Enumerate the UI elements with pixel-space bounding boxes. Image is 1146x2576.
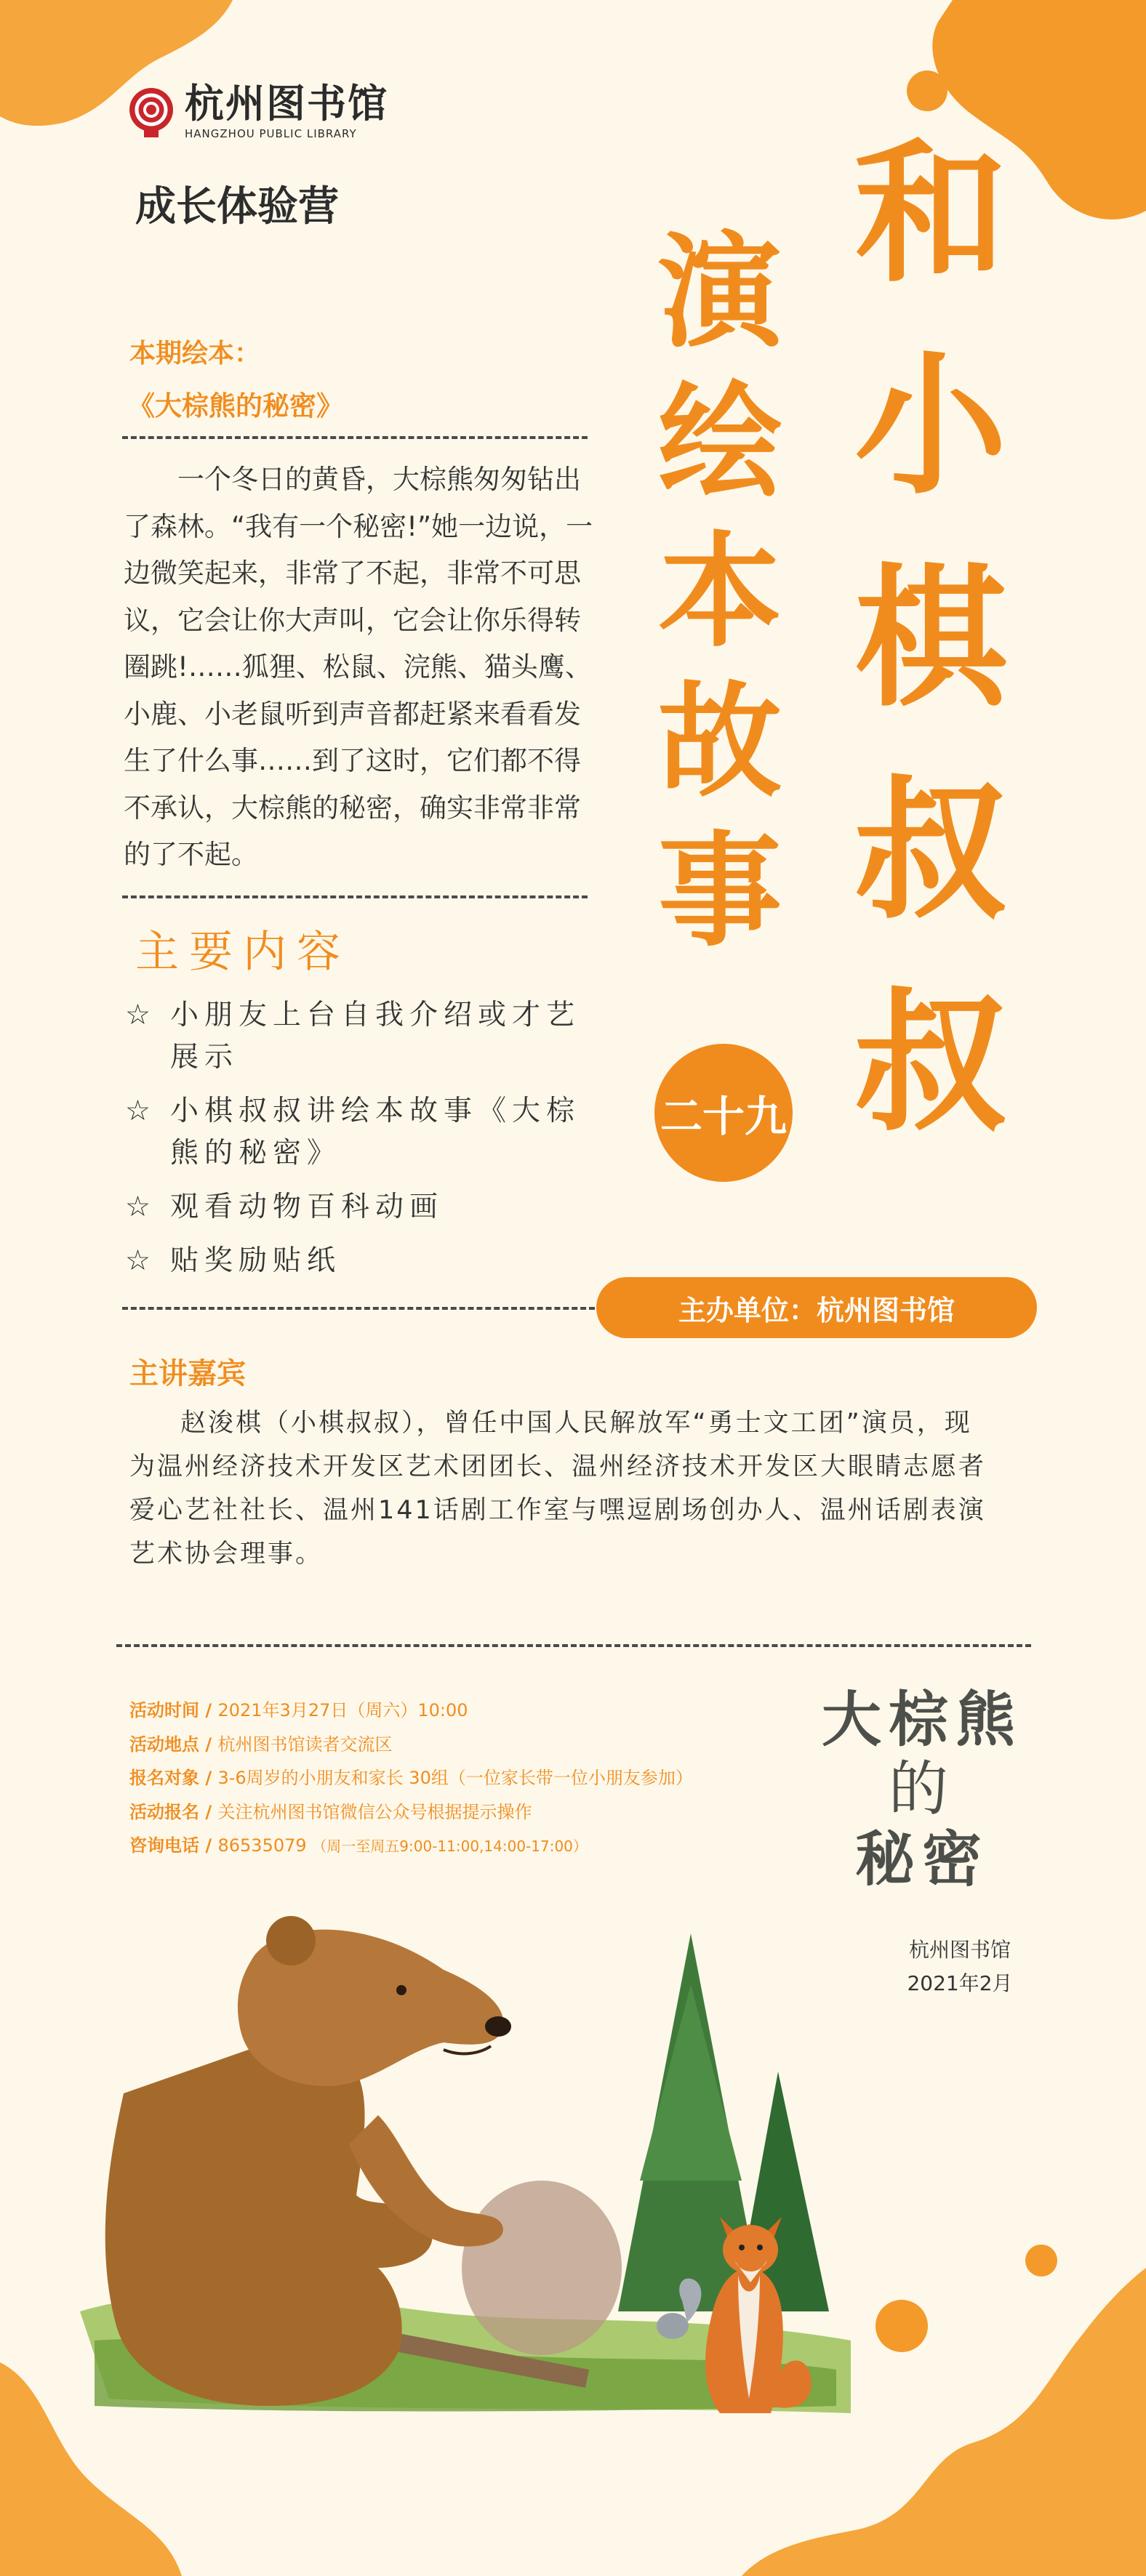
list-item bbox=[125, 1240, 605, 1282]
divider bbox=[122, 895, 588, 898]
book-cover-title bbox=[806, 1685, 1038, 1894]
event-time: 活动时间 / 2021年3月27日（周六）10:00 bbox=[129, 1700, 468, 1720]
headline-char: 故 bbox=[657, 670, 782, 814]
guest-bio: 赵浚棋（小棋叔叔），曾任中国人民解放军“勇士文工团”演员，现为温州经济技术开发区艺术团团长、温州经济技术开发区大眼睛志愿者爱心艺社社长、温州141话剧工作室与嘿逗剧场创办人、温州话剧表演艺术协会理事。 bbox=[129, 1409, 987, 1569]
main-content-list bbox=[125, 994, 605, 1294]
headline-char: 棋 bbox=[854, 550, 1007, 728]
headline-right-column bbox=[836, 125, 1025, 1199]
headline-char: 演 bbox=[657, 221, 782, 365]
event-audience: 报名对象 / 3-6周岁的小朋友和家长 30组（一位家长带一位小朋友参加） bbox=[129, 1768, 693, 1788]
divider bbox=[122, 436, 588, 439]
bottom-right-dot bbox=[873, 2297, 931, 2355]
top-right-dot bbox=[905, 69, 949, 113]
divider bbox=[122, 1307, 595, 1310]
bear-and-fox-illustration bbox=[65, 1904, 851, 2428]
picture-book-label: 本期绘本： bbox=[129, 339, 261, 369]
headline-char: 事 bbox=[657, 820, 782, 964]
headline-char: 和 bbox=[854, 125, 1007, 303]
book-cover-line: 大棕熊 bbox=[821, 1685, 1022, 1755]
event-location: 活动地点 / 杭州图书馆读者交流区 bbox=[129, 1734, 393, 1755]
headline-char: 绘 bbox=[657, 371, 782, 515]
footer-date: 2021年2月 bbox=[907, 1971, 1013, 1995]
event-phone: 咨询电话 / 86535079 （周一至周五9:00-11:00,14:00-17:00） bbox=[129, 1835, 588, 1856]
event-info bbox=[129, 1694, 693, 1864]
episode-badge: 二十九 bbox=[654, 1044, 793, 1182]
list-item bbox=[125, 1186, 605, 1228]
star-icon: ☆ bbox=[125, 1244, 156, 1277]
library-name-en: HANGZHOU PUBLIC LIBRARY bbox=[185, 127, 357, 140]
library-name-cn: 杭州图书馆 bbox=[185, 80, 388, 126]
list-item-text: 小棋叔叔讲绘本故事《大棕熊的秘密》 bbox=[170, 1095, 581, 1170]
divider bbox=[116, 1644, 1031, 1647]
headline-char: 本 bbox=[657, 520, 782, 664]
book-cover-line: 秘密 bbox=[854, 1824, 989, 1894]
headline-char: 叔 bbox=[854, 974, 1007, 1152]
star-icon: ☆ bbox=[125, 999, 156, 1031]
list-item-text: 小朋友上台自我介绍或才艺展示 bbox=[170, 999, 581, 1074]
picture-book-title: 《大棕熊的秘密》 bbox=[128, 390, 343, 422]
star-icon: ☆ bbox=[125, 1191, 156, 1223]
list-item-text: 贴奖励贴纸 bbox=[170, 1244, 342, 1277]
footer-signature bbox=[873, 1933, 1047, 2000]
hangzhou-library-seal-icon bbox=[128, 84, 175, 140]
camp-subtitle: 成长体验营 bbox=[135, 183, 339, 230]
event-registration: 活动报名 / 关注杭州图书馆微信公众号根据提示操作 bbox=[129, 1801, 532, 1822]
library-logo bbox=[128, 80, 388, 140]
headline-char: 叔 bbox=[854, 762, 1007, 940]
list-item bbox=[125, 994, 605, 1079]
guest-title: 主讲嘉宾 bbox=[129, 1357, 246, 1390]
book-cover-line: 的 bbox=[888, 1755, 955, 1824]
star-icon: ☆ bbox=[125, 1095, 156, 1127]
story-text: 一个冬日的黄昏，大棕熊匆匆钻出了森林。“我有一个秘密!”她一边说，一边微笑起来，非常了不起，非常不可思议，它会让你大声叫，它会让你乐得转圈跳!……狐狸、松鼠、浣熊、猫头鹰、小鹿、小老鼠听到声音都赶紧来看看发生了什么事……到了这时，它们都不得不承认，大棕熊的秘密，确实非常非常的了不起。 bbox=[124, 464, 593, 870]
bottom-right-small-dot bbox=[1023, 2242, 1059, 2279]
list-item-text: 观看动物百科动画 bbox=[170, 1191, 444, 1223]
footer-org: 杭州图书馆 bbox=[908, 1938, 1011, 1962]
headline-left-column bbox=[640, 221, 800, 980]
headline-char: 小 bbox=[854, 337, 1007, 515]
organizer-pill: 主办单位：杭州图书馆 bbox=[596, 1277, 1037, 1338]
list-item bbox=[125, 1090, 605, 1175]
main-content-title: 主要内容 bbox=[135, 927, 350, 978]
